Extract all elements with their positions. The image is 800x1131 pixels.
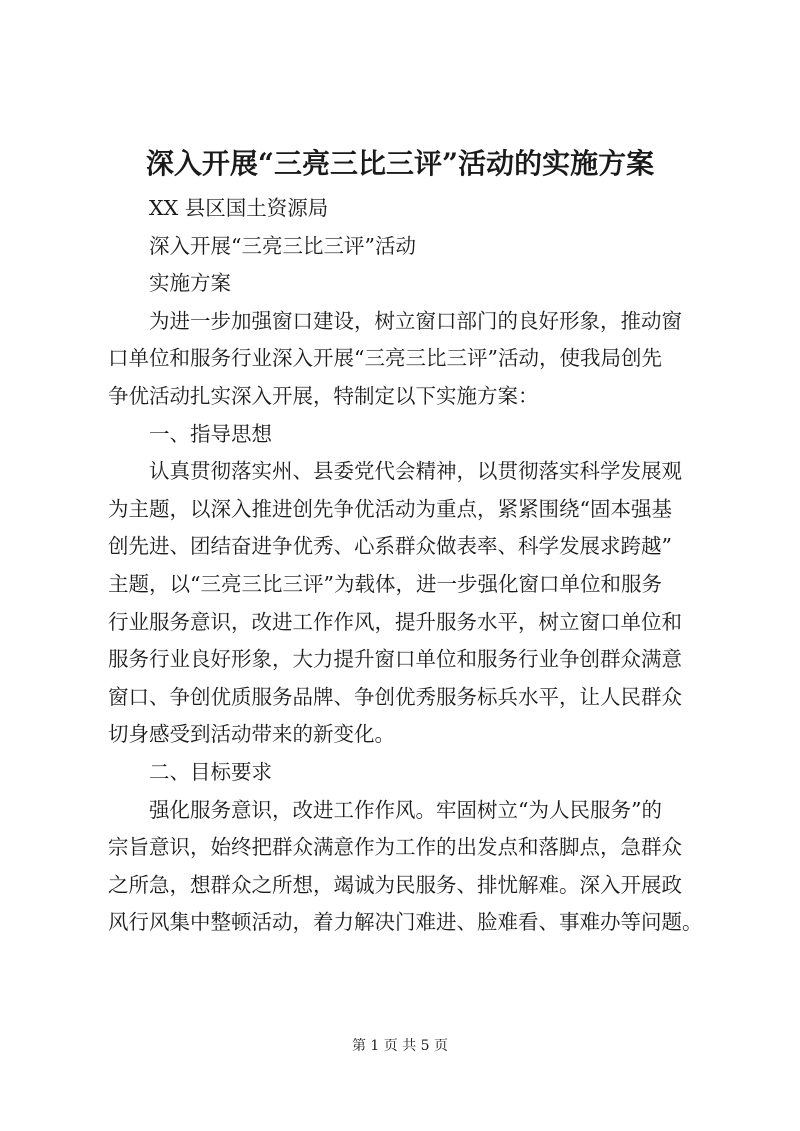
body-line-plan-heading: 实施方案 [149,271,231,296]
body-line-department: XX 县区国土资源局 [149,196,329,220]
section-heading-guiding-thought: 一、指导思想 [149,421,272,446]
body-line-guiding-4: 主题，以“三亮三比三评”为载体，进一步强化窗口单位和服务 [108,571,662,596]
document-title: 深入开展“三亮三比三评”活动的实施方案 [145,147,655,180]
section-heading-goals: 二、目标要求 [149,759,272,784]
body-line-guiding-5: 行业服务意识，改进工作作风，提升服务水平，树立窗口单位和 [108,609,682,634]
body-line-goals-3: 之所急，想群众之所想，竭诚为民服务、排忧解难。深入开展政 [108,872,682,897]
page-number-footer: 第 1 页 共 5 页 [351,1038,449,1054]
body-line-guiding-2: 为主题，以深入推进创先争优活动为重点，紧紧围绕“固本强基 [108,496,672,521]
body-line-goals-2: 宗旨意识，始终把群众满意作为工作的出发点和落脚点，急群众 [108,835,682,860]
body-line-guiding-8: 切身感受到活动带来的新变化。 [108,722,395,747]
document-body [108,190,708,942]
body-line-guiding-1: 认真贯彻落实州、县委党代会精神，以贯彻落实科学发展观 [149,459,682,484]
body-line-guiding-7: 窗口、争创优质服务品牌、争创优秀服务标兵水平，让人民群众 [108,684,682,709]
body-line-intro-3: 争优活动扎实深入开展，特制定以下实施方案： [108,383,539,408]
body-line-subtitle: 深入开展“三亮三比三评”活动 [149,233,416,258]
body-line-guiding-6: 服务行业良好形象，大力提升窗口单位和服务行业争创群众满意 [108,647,682,672]
body-line-goals-1: 强化服务意识，改进工作作风。牢固树立“为人民服务”的 [149,797,662,822]
body-line-intro-2: 口单位和服务行业深入开展“三亮三比三评”活动，使我局创先 [108,346,662,371]
body-line-goals-4: 风行风集中整顿活动，着力解决门难进、脸难看、事难办等问题。 [108,910,703,935]
body-line-intro-1: 为进一步加强窗口建设，树立窗口部门的良好形象，推动窗 [149,308,682,333]
body-line-guiding-3: 创先进、团结奋进争优秀、心系群众做表率、科学发展求跨越” [108,534,672,559]
